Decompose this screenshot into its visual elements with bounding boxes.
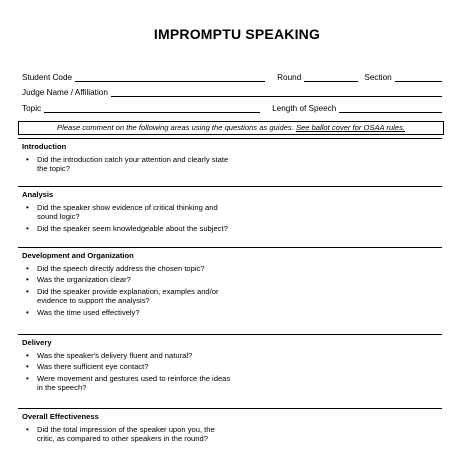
list-item bbox=[26, 224, 442, 233]
bullet-icon: • bbox=[26, 155, 29, 164]
round-label: Round bbox=[277, 72, 302, 82]
question-text: Did the speech directly address the chosen topic? bbox=[37, 264, 205, 273]
section-overall bbox=[18, 408, 442, 444]
bullet-icon: • bbox=[26, 307, 29, 317]
section-title: Introduction bbox=[22, 142, 67, 151]
instructions-text: Please comment on the following areas using the questions as guides. bbox=[57, 123, 294, 132]
length-label: Length of Speech bbox=[272, 103, 337, 113]
rules-link[interactable]: See ballot cover for OSAA rules. bbox=[295, 123, 405, 132]
section-delivery bbox=[18, 334, 442, 393]
list-item bbox=[26, 264, 442, 273]
list-item bbox=[26, 203, 442, 222]
bullet-icon: • bbox=[26, 264, 29, 273]
section-development bbox=[18, 247, 442, 317]
section-title: Overall Effectiveness bbox=[22, 412, 99, 421]
field-row-1 bbox=[22, 66, 442, 82]
question-text: Did the total impression of the speaker upon you, the critic, as compared to other speakers in the round? bbox=[37, 425, 215, 444]
question-text: Did the speaker provide explanation, examples and/or evidence to support the analysis? bbox=[37, 286, 219, 306]
question-text: Was there sufficient eye contact? bbox=[37, 362, 149, 372]
section-introduction bbox=[18, 138, 442, 174]
topic-field[interactable] bbox=[44, 105, 260, 113]
bullet-icon: • bbox=[26, 286, 29, 296]
list-item bbox=[26, 308, 442, 317]
question-text: Did the speaker seem knowledgeable about the subject? bbox=[37, 223, 228, 233]
list-item bbox=[26, 425, 442, 444]
instructions-banner bbox=[18, 121, 444, 135]
list-item bbox=[26, 351, 442, 360]
bullet-icon: • bbox=[26, 275, 29, 285]
section-field[interactable] bbox=[395, 74, 442, 82]
list-item bbox=[26, 287, 442, 306]
bullet-icon: • bbox=[26, 223, 29, 233]
field-row-3 bbox=[22, 97, 442, 113]
judge-field[interactable] bbox=[111, 89, 442, 97]
student-code-field[interactable] bbox=[75, 74, 265, 82]
header-fields bbox=[22, 66, 442, 113]
form-title: IMPROMPTU SPEAKING bbox=[153, 26, 321, 42]
round-field[interactable] bbox=[304, 74, 358, 82]
list-item bbox=[26, 155, 442, 174]
topic-label: Topic bbox=[22, 103, 42, 113]
list-item bbox=[26, 374, 442, 393]
bullet-icon: • bbox=[26, 425, 29, 434]
judge-label: Judge Name / Affiliation bbox=[22, 88, 108, 97]
list-item bbox=[26, 275, 442, 284]
question-text: Was the organization clear? bbox=[37, 275, 131, 285]
length-field[interactable] bbox=[339, 105, 442, 113]
field-row-2 bbox=[22, 82, 442, 98]
question-text: Was the speaker's delivery fluent and natural? bbox=[37, 351, 193, 360]
student-code-label: Student Code bbox=[22, 72, 73, 82]
section-title: Delivery bbox=[22, 338, 52, 347]
section-title: Development and Organization bbox=[22, 251, 134, 260]
question-text: Did the introduction catch your attention and clearly state the topic? bbox=[37, 155, 229, 174]
section-analysis bbox=[18, 186, 442, 233]
section-label: Section bbox=[364, 72, 392, 82]
bullet-icon: • bbox=[26, 203, 29, 212]
question-text: Were movement and gestures used to reinforce the ideas in the speech? bbox=[37, 373, 231, 393]
bullet-icon: • bbox=[26, 362, 29, 372]
bullet-icon: • bbox=[26, 351, 29, 360]
question-text: Did the speaker show evidence of critical thinking and sound logic? bbox=[37, 203, 218, 222]
section-title: Analysis bbox=[22, 190, 54, 199]
list-item bbox=[26, 362, 442, 371]
question-text: Was the time used effectively? bbox=[37, 307, 140, 317]
bullet-icon: • bbox=[26, 373, 29, 383]
